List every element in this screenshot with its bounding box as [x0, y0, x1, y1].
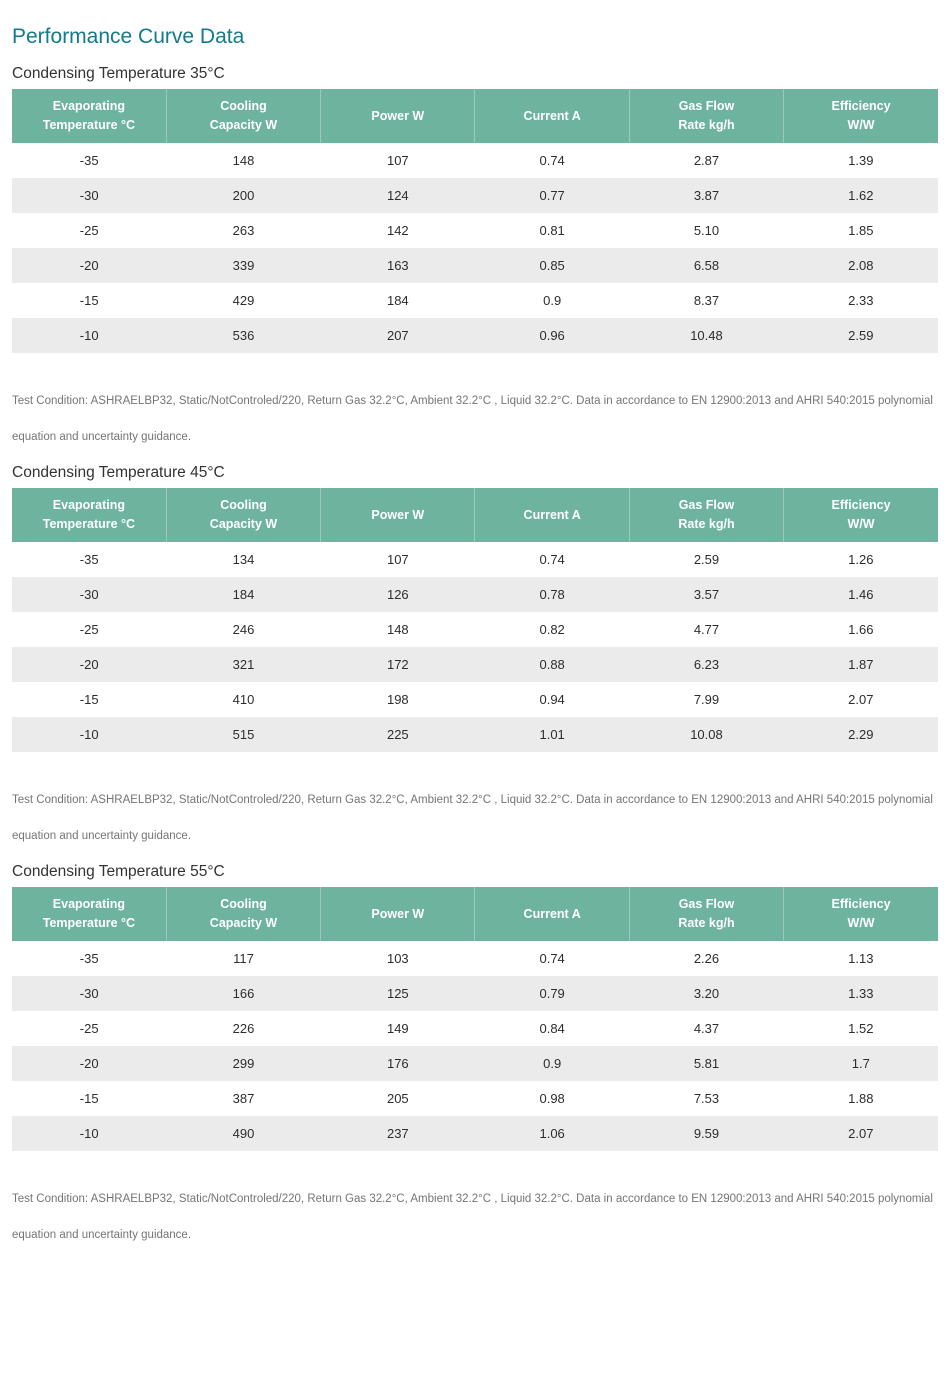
- table-cell: 125: [386, 986, 409, 1001]
- table-cell: 1.7: [851, 1056, 870, 1071]
- table-cell: 134: [232, 552, 255, 567]
- table-cell: 0.77: [539, 188, 565, 203]
- table-cell: -20: [79, 657, 99, 672]
- table-cell: 149: [386, 1021, 409, 1036]
- table-cell: 200: [232, 188, 255, 203]
- performance-table: [12, 89, 938, 353]
- header-row: [12, 488, 938, 542]
- performance-table: [12, 488, 938, 752]
- table-cell: 166: [232, 986, 255, 1001]
- table-cell: -15: [79, 293, 99, 308]
- table-cell: 1.52: [848, 1021, 874, 1036]
- table-row: [12, 178, 938, 213]
- table-row: [12, 682, 938, 717]
- table-cell: 7.53: [693, 1091, 720, 1106]
- table-cell: 0.9: [543, 1056, 562, 1071]
- table-cell: -25: [79, 622, 99, 637]
- table-cell: 0.74: [539, 153, 565, 168]
- table-cell: 2.08: [848, 258, 874, 273]
- table-header: [12, 488, 938, 542]
- column-header: Evaporating Temperature °C: [12, 89, 166, 143]
- table-cell: 536: [232, 328, 255, 343]
- table-body: [12, 542, 938, 752]
- column-header: Efficiency W/W: [784, 887, 938, 941]
- table-cell: -30: [79, 986, 99, 1001]
- column-header: Current A: [475, 89, 629, 143]
- table-cell: 0.88: [539, 657, 565, 672]
- table-cell: 1.13: [848, 951, 874, 966]
- table-cell: 10.08: [690, 727, 723, 742]
- condensing-section: [12, 64, 938, 455]
- table-cell: 2.59: [848, 328, 874, 343]
- table-cell: -35: [79, 153, 99, 168]
- table-cell: 0.9: [543, 293, 562, 308]
- table-cell: 3.57: [693, 587, 720, 602]
- table-cell: 237: [386, 1126, 409, 1141]
- condensing-section: [12, 463, 938, 854]
- column-header: Current A: [475, 887, 629, 941]
- section-heading: Condensing Temperature 35°C: [12, 65, 225, 82]
- table-cell: 226: [232, 1021, 255, 1036]
- table-cell: 148: [232, 153, 255, 168]
- table-cell: 0.74: [539, 552, 565, 567]
- table-cell: 1.87: [848, 657, 874, 672]
- table-cell: 126: [386, 587, 409, 602]
- table-cell: 103: [386, 951, 409, 966]
- table-cell: 1.88: [848, 1091, 874, 1106]
- test-condition-note: Test Condition: ASHRAELBP32, Static/NotControled/220, Return Gas 32.2°C, Ambient 32.2°C , Liquid 32.2°C. Data in accordance to EN 12900:2013 and AHRI 540:2015 polynomial equation and uncertainty guidance.: [12, 1193, 933, 1241]
- table-row: [12, 1116, 938, 1151]
- table-cell: 490: [232, 1126, 255, 1141]
- table-cell: 3.87: [693, 188, 720, 203]
- table-cell: -20: [79, 258, 99, 273]
- column-header: Power W: [321, 887, 475, 941]
- table-row: [12, 577, 938, 612]
- column-header: Efficiency W/W: [784, 488, 938, 542]
- table-cell: -10: [79, 328, 99, 343]
- table-cell: 107: [386, 552, 409, 567]
- column-header: Evaporating Temperature °C: [12, 488, 166, 542]
- table-cell: 321: [232, 657, 255, 672]
- table-header: [12, 887, 938, 941]
- table-cell: 9.59: [693, 1126, 720, 1141]
- table-cell: 176: [386, 1056, 409, 1071]
- table-cell: 0.81: [539, 223, 565, 238]
- table-cell: 4.77: [693, 622, 720, 637]
- table-row: [12, 318, 938, 353]
- table-row: [12, 283, 938, 318]
- table-cell: 3.20: [693, 986, 720, 1001]
- table-cell: 225: [386, 727, 409, 742]
- table-row: [12, 542, 938, 577]
- table-cell: 1.85: [848, 223, 874, 238]
- table-cell: 2.29: [848, 727, 874, 742]
- table-cell: 2.59: [693, 552, 720, 567]
- section-heading: Condensing Temperature 45°C: [12, 464, 225, 481]
- table-cell: 10.48: [690, 328, 723, 343]
- table-cell: 172: [386, 657, 409, 672]
- table-cell: 0.94: [539, 692, 565, 707]
- table-row: [12, 941, 938, 976]
- column-header: Efficiency W/W: [784, 89, 938, 143]
- column-header: Power W: [321, 89, 475, 143]
- table-cell: -20: [79, 1056, 99, 1071]
- table-cell: 124: [386, 188, 409, 203]
- table-cell: -15: [79, 1091, 99, 1106]
- table-cell: 2.07: [848, 1126, 874, 1141]
- column-header: Gas Flow Rate kg/h: [629, 887, 783, 941]
- table-cell: -35: [79, 951, 99, 966]
- table-cell: -30: [79, 188, 99, 203]
- test-condition-note: Test Condition: ASHRAELBP32, Static/NotControled/220, Return Gas 32.2°C, Ambient 32.2°C , Liquid 32.2°C. Data in accordance to EN 12900:2013 and AHRI 540:2015 polynomial equation and uncertainty guidance.: [12, 395, 933, 443]
- table-cell: 410: [232, 692, 255, 707]
- table-cell: 5.10: [693, 223, 720, 238]
- table-cell: 117: [233, 951, 254, 966]
- table-cell: 0.74: [539, 951, 565, 966]
- table-cell: 0.78: [539, 587, 565, 602]
- table-cell: -30: [79, 587, 99, 602]
- table-row: [12, 1011, 938, 1046]
- table-cell: -25: [79, 223, 99, 238]
- table-cell: -15: [79, 692, 99, 707]
- table-row: [12, 612, 938, 647]
- table-cell: 1.26: [848, 552, 874, 567]
- table-cell: 1.46: [848, 587, 874, 602]
- table-cell: 515: [232, 727, 255, 742]
- table-cell: 163: [386, 258, 409, 273]
- condensing-section: [12, 862, 938, 1253]
- table-cell: 107: [386, 153, 409, 168]
- table-body: [12, 143, 938, 353]
- table-cell: 207: [386, 328, 409, 343]
- table-cell: 0.84: [539, 1021, 565, 1036]
- column-header: Gas Flow Rate kg/h: [629, 488, 783, 542]
- table-cell: -25: [79, 1021, 99, 1036]
- table-row: [12, 976, 938, 1011]
- table-cell: 142: [386, 223, 409, 238]
- table-cell: 299: [232, 1056, 255, 1071]
- table-row: [12, 1081, 938, 1116]
- table-cell: 1.66: [848, 622, 874, 637]
- table-row: [12, 717, 938, 752]
- table-cell: 0.98: [539, 1091, 565, 1106]
- table-cell: 198: [386, 692, 409, 707]
- table-cell: 148: [386, 622, 409, 637]
- section-heading: Condensing Temperature 55°C: [12, 863, 225, 880]
- table-cell: -10: [79, 1126, 99, 1141]
- table-cell: -10: [79, 727, 99, 742]
- table-row: [12, 647, 938, 682]
- table-cell: 246: [232, 622, 255, 637]
- table-cell: 2.26: [693, 951, 720, 966]
- column-header: Power W: [321, 488, 475, 542]
- table-cell: 6.58: [693, 258, 720, 273]
- column-header: Evaporating Temperature °C: [12, 887, 166, 941]
- table-cell: 263: [232, 223, 255, 238]
- table-cell: 1.39: [848, 153, 874, 168]
- table-cell: 339: [232, 258, 255, 273]
- table-cell: 2.87: [693, 153, 720, 168]
- table-cell: 1.33: [848, 986, 874, 1001]
- table-row: [12, 1046, 938, 1081]
- header-row: [12, 89, 938, 143]
- table-cell: 205: [386, 1091, 409, 1106]
- table-cell: 5.81: [693, 1056, 720, 1071]
- table-cell: 7.99: [693, 692, 720, 707]
- table-row: [12, 213, 938, 248]
- table-cell: 1.06: [539, 1126, 565, 1141]
- table-cell: 1.62: [848, 188, 874, 203]
- header-row: [12, 887, 938, 941]
- column-header: Cooling Capacity W: [166, 89, 320, 143]
- table-cell: 8.37: [693, 293, 720, 308]
- column-header: Cooling Capacity W: [166, 488, 320, 542]
- table-cell: 0.96: [539, 328, 565, 343]
- table-cell: 4.37: [693, 1021, 720, 1036]
- table-cell: 0.85: [539, 258, 565, 273]
- column-header: Current A: [475, 488, 629, 542]
- test-condition-note: Test Condition: ASHRAELBP32, Static/NotControled/220, Return Gas 32.2°C, Ambient 32.2°C , Liquid 32.2°C. Data in accordance to EN 12900:2013 and AHRI 540:2015 polynomial equation and uncertainty guidance.: [12, 794, 933, 842]
- table-header: [12, 89, 938, 143]
- column-header: Gas Flow Rate kg/h: [629, 89, 783, 143]
- table-cell: 184: [386, 293, 409, 308]
- table-cell: 387: [232, 1091, 255, 1106]
- page-title: Performance Curve Data: [12, 25, 245, 48]
- table-cell: 1.01: [539, 727, 565, 742]
- table-cell: -35: [79, 552, 99, 567]
- table-row: [12, 143, 938, 178]
- table-cell: 2.33: [848, 293, 874, 308]
- table-cell: 184: [232, 587, 255, 602]
- sections-container: [12, 64, 938, 1253]
- table-cell: 6.23: [693, 657, 720, 672]
- table-row: [12, 248, 938, 283]
- table-cell: 2.07: [848, 692, 874, 707]
- table-cell: 0.82: [539, 622, 565, 637]
- table-cell: 429: [232, 293, 255, 308]
- table-cell: 0.79: [539, 986, 565, 1001]
- performance-table: [12, 887, 938, 1151]
- column-header: Cooling Capacity W: [166, 887, 320, 941]
- table-body: [12, 941, 938, 1151]
